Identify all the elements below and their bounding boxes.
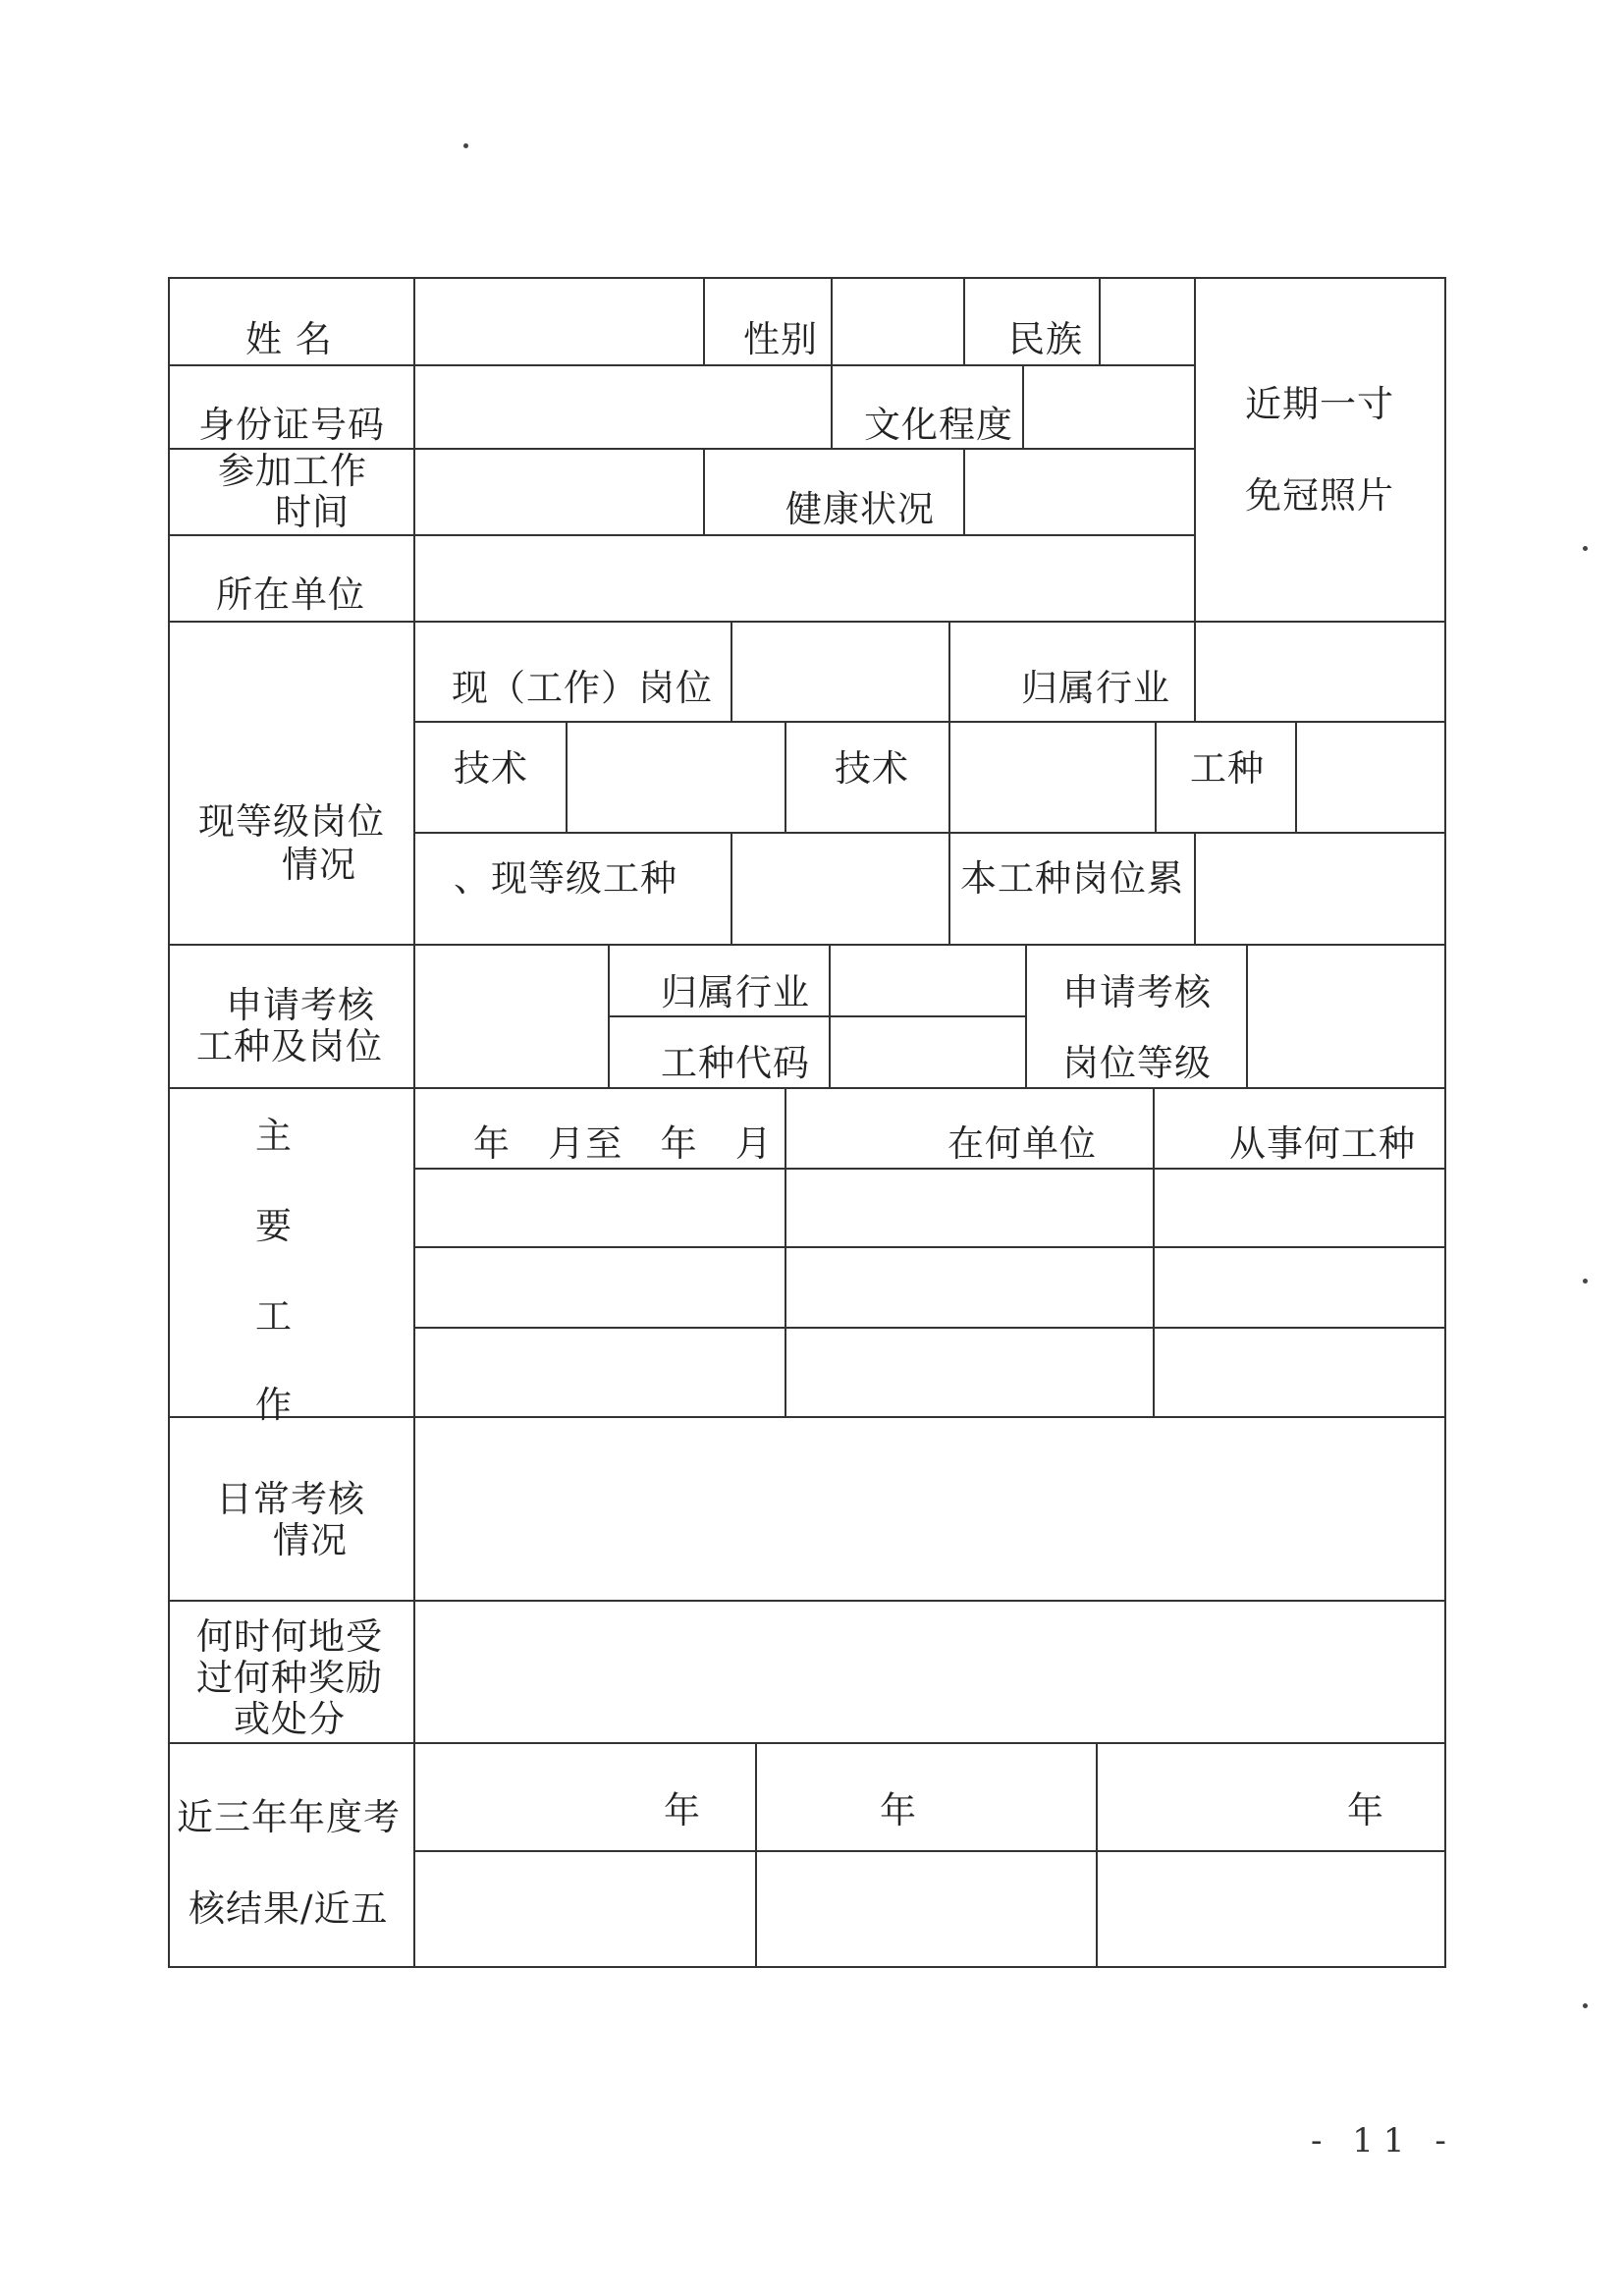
- annual-year3-label: 年: [1347, 1789, 1384, 1831]
- annual-results-label-line1: 近三年年度考: [177, 1796, 401, 1838]
- education-label: 文化程度: [864, 404, 1013, 446]
- photo-label-line2: 免冠照片: [1245, 474, 1394, 517]
- apply-code-label: 工种代码: [661, 1042, 810, 1084]
- apply-industry-label: 归属行业: [661, 971, 810, 1013]
- scan-speck: [463, 143, 468, 148]
- gender-label: 性别: [743, 318, 818, 360]
- work-type-header: 从事何工种: [1229, 1122, 1416, 1165]
- name-label: 姓 名: [245, 318, 333, 360]
- work-history-label-char4: 作: [255, 1384, 293, 1426]
- awards-label-line3: 或处分: [234, 1698, 346, 1740]
- annual-year2-label: 年: [880, 1789, 917, 1831]
- work-period-header: 年 月至 年 月: [473, 1122, 773, 1165]
- current-grade-label-line2: 情况: [282, 844, 356, 886]
- current-industry-label: 归属行业: [1021, 667, 1170, 709]
- grade-worktype-label: 、现等级工种: [454, 857, 677, 900]
- apply-label-line1: 申请考核: [226, 984, 375, 1026]
- scan-speck: [1583, 2003, 1588, 2008]
- current-grade-label-line1: 现等级岗位: [198, 800, 385, 843]
- scan-speck: [1583, 1279, 1588, 1284]
- page-number: - 11 -: [1311, 2121, 1456, 2160]
- ethnicity-label: 民族: [1008, 318, 1083, 360]
- years-in-post-label: 本工种岗位累: [960, 857, 1184, 900]
- photo-label-line1: 近期一寸: [1245, 383, 1394, 425]
- apply-grade-label-line2: 岗位等级: [1062, 1042, 1212, 1084]
- tech-label-2: 技术: [835, 747, 909, 790]
- tech-label-1: 技术: [454, 747, 528, 790]
- scan-speck: [1583, 546, 1588, 551]
- work-unit-header: 在何单位: [947, 1122, 1097, 1165]
- daily-assessment-label-line2: 情况: [273, 1519, 348, 1561]
- id-number-label: 身份证号码: [198, 404, 385, 446]
- unit-label: 所在单位: [216, 574, 365, 616]
- work-history-label-char3: 工: [255, 1295, 293, 1338]
- work-history-label-char1: 主: [255, 1115, 293, 1157]
- awards-label-line2: 过何种奖励: [196, 1657, 383, 1699]
- apply-grade-label-line1: 申请考核: [1062, 971, 1212, 1013]
- current-post-label: 现（工作）岗位: [452, 667, 713, 709]
- daily-assessment-label-line1: 日常考核: [216, 1478, 365, 1520]
- work-start-label-line2: 时间: [275, 491, 350, 533]
- health-label: 健康状况: [785, 488, 935, 530]
- annual-year1-label: 年: [664, 1789, 701, 1831]
- work-start-label-line1: 参加工作: [218, 450, 367, 492]
- annual-results-label-line2: 核结果/近五: [189, 1887, 389, 1930]
- apply-label-line2: 工种及岗位: [196, 1025, 383, 1067]
- worktype-label: 工种: [1190, 747, 1265, 790]
- work-history-label-char2: 要: [255, 1205, 293, 1247]
- awards-label-line1: 何时何地受: [196, 1615, 383, 1658]
